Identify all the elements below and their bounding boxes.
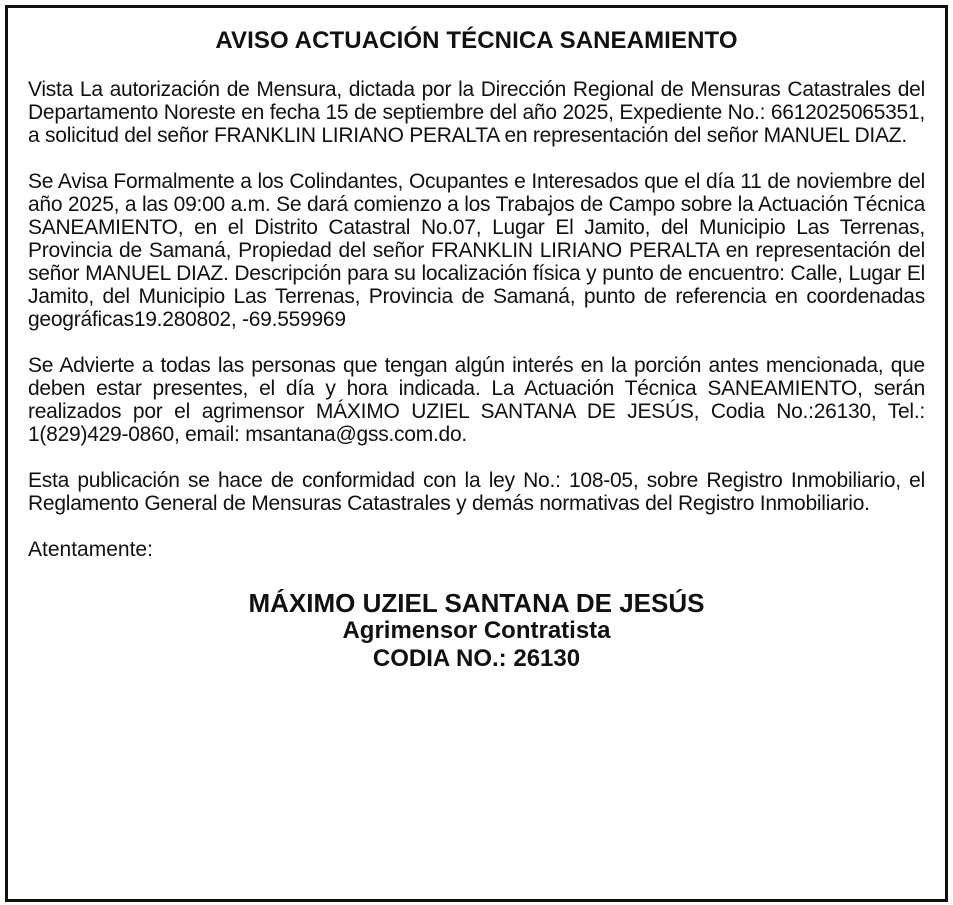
notice-title: AVISO ACTUACIÓN TÉCNICA SANEAMIENTO: [215, 27, 738, 54]
paragraph-authorization: Vista La autorización de Mensura, dictada por la Dirección Regional de Mensuras Catastrales del Departamento Noreste en fecha 15 de septiembre del año 2025, Expediente No.: 6612025065351, a solicitud del señor FRANKLIN LIRIANO PERALTA en representación del señor MANUEL DIAZ.: [28, 78, 925, 147]
notice-body: [28, 26, 925, 674]
paragraph-formal-notice: Se Avisa Formalmente a los Colindantes, Ocupantes e Interesados que el día 11 de noviembre del año 2025, a las 09:00 a.m. Se dará comienzo a los Trabajos de Campo sobre la Actuación Técnica SANEAMIENTO, en el Distrito Catastral No.07, Lugar El Jamito, del Municipio Las Terrenas, Provincia de Samaná, Propiedad del señor FRANKLIN LIRIANO PERALTA en representación del señor MANUEL DIAZ. Descripción para su localización física y punto de encuentro: Calle, Lugar El Jamito, del Municipio Las Terrenas, Provincia de Samaná, punto de referencia en coordenadas geográficas19.280802, -69.559969: [28, 170, 925, 331]
closing-salutation: Atentamente:: [28, 538, 153, 561]
signature-role: Agrimensor Contratista: [342, 617, 611, 644]
paragraph-warning: Se Advierte a todas las personas que tengan algún interés en la porción antes mencionada, que deben estar presentes, el día y hora indicada. La Actuación Técnica SANEAMIENTO, serán realizados por el agrimensor MÁXIMO UZIEL SANTANA DE JESÚS, Codia No.:26130, Tel.: 1(829)429-0860, email: msantana@gss.com.do.: [28, 354, 925, 446]
signature-block: [28, 589, 925, 674]
notice-border: [5, 5, 948, 902]
paragraph-legal-basis: Esta publicación se hace de conformidad con la ley No.: 108-05, sobre Registro Inmobiliario, el Reglamento General de Mensuras Catastrales y demás normativas del Registro Inmobiliario.: [28, 469, 925, 515]
signature-codia: CODIA NO.: 26130: [372, 645, 581, 672]
signature-name: MÁXIMO UZIEL SANTANA DE JESÚS: [248, 588, 705, 618]
